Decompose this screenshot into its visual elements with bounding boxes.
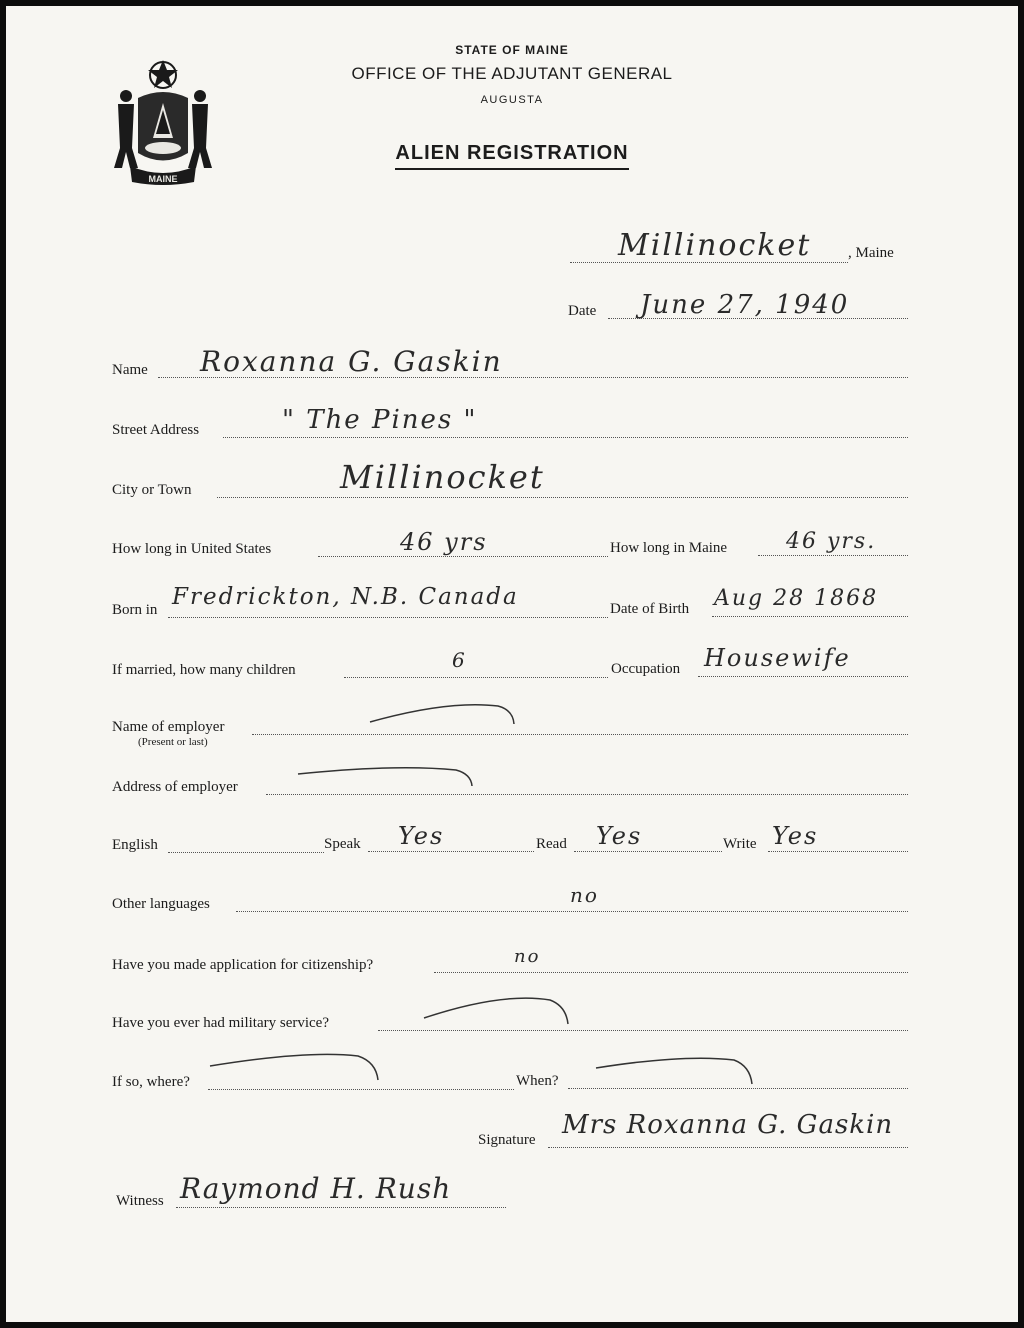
- when-label: When?: [516, 1073, 559, 1089]
- employer-address-label: Address of employer: [112, 779, 238, 795]
- city-label: City or Town: [112, 482, 192, 498]
- dash-mark: [208, 1050, 382, 1086]
- speak-label: Speak: [324, 836, 361, 852]
- witness-value: Raymond H. Rush: [180, 1172, 452, 1205]
- english-label: English: [112, 837, 158, 853]
- name-label: Name: [112, 362, 148, 378]
- other-languages-value: no: [570, 883, 599, 907]
- employer-label: Name of employer: [112, 719, 225, 735]
- employer-line: [252, 734, 908, 735]
- where-line: [208, 1089, 514, 1090]
- write-label: Write: [723, 836, 757, 852]
- occupation-line: [698, 676, 908, 677]
- place-suffix: , Maine: [848, 245, 894, 261]
- dob-line: [712, 616, 908, 617]
- witness-line: [176, 1207, 506, 1208]
- dash-mark: [368, 700, 518, 730]
- read-line: [574, 851, 722, 852]
- children-label: If married, how many children: [112, 662, 296, 678]
- employer-address-line: [266, 794, 908, 795]
- witness-label: Witness: [116, 1193, 164, 1209]
- signature-value: Mrs Roxanna G. Gaskin: [562, 1110, 894, 1140]
- read-label: Read: [536, 836, 567, 852]
- read-value: Yes: [596, 822, 643, 850]
- form-title: ALIEN REGISTRATION: [0, 142, 1024, 165]
- date-label: Date: [568, 303, 597, 319]
- military-line: [378, 1030, 908, 1031]
- dob-value: Aug 28 1868: [714, 586, 879, 611]
- signature-line: [548, 1147, 908, 1148]
- us-years-value: 46 yrs: [400, 528, 488, 556]
- other-languages-label: Other languages: [112, 896, 210, 912]
- speak-value: Yes: [398, 822, 445, 850]
- born-value: Fredrickton, N.B. Canada: [172, 584, 519, 610]
- born-line: [168, 617, 608, 618]
- other-languages-line: [236, 911, 908, 912]
- dob-label: Date of Birth: [610, 601, 690, 617]
- header-city: AUGUSTA: [480, 94, 544, 106]
- maine-years-line: [758, 555, 908, 556]
- signature-label: Signature: [478, 1132, 536, 1148]
- where-label: If so, where?: [112, 1074, 190, 1090]
- name-value: Roxanna G. Gaskin: [200, 345, 503, 378]
- military-label: Have you ever had military service?: [112, 1015, 329, 1031]
- street-line: [223, 437, 908, 438]
- employer-sublabel: (Present or last): [138, 736, 208, 748]
- us-years-line: [318, 556, 608, 557]
- header-office: OFFICE OF THE ADJUTANT GENERAL: [351, 64, 673, 83]
- write-line: [768, 851, 908, 852]
- english-line: [168, 852, 324, 853]
- occupation-value: Housewife: [704, 644, 851, 672]
- dash-mark: [422, 992, 572, 1028]
- citizenship-value: no: [514, 946, 541, 967]
- speak-line: [368, 851, 534, 852]
- born-label: Born in: [112, 602, 158, 618]
- place-value: Millinocket: [618, 228, 812, 263]
- street-label: Street Address: [112, 422, 200, 438]
- citizenship-label: Have you made application for citizenship?: [112, 957, 374, 973]
- citizenship-line: [434, 972, 908, 973]
- occupation-label: Occupation: [611, 661, 681, 677]
- dash-mark: [594, 1054, 756, 1090]
- seal-text: MAINE: [148, 174, 178, 184]
- children-value: 6: [452, 648, 467, 672]
- header-state: STATE OF MAINE: [455, 43, 569, 57]
- write-value: Yes: [772, 822, 819, 850]
- dash-mark: [296, 764, 476, 792]
- date-value: June 27, 1940: [640, 290, 850, 320]
- city-value: Millinocket: [340, 458, 545, 496]
- maine-years-label: How long in Maine: [610, 540, 728, 556]
- street-value: " The Pines ": [282, 405, 478, 435]
- children-line: [344, 677, 608, 678]
- maine-years-value: 46 yrs.: [786, 529, 877, 554]
- city-line: [217, 497, 908, 498]
- us-years-label: How long in United States: [112, 541, 272, 557]
